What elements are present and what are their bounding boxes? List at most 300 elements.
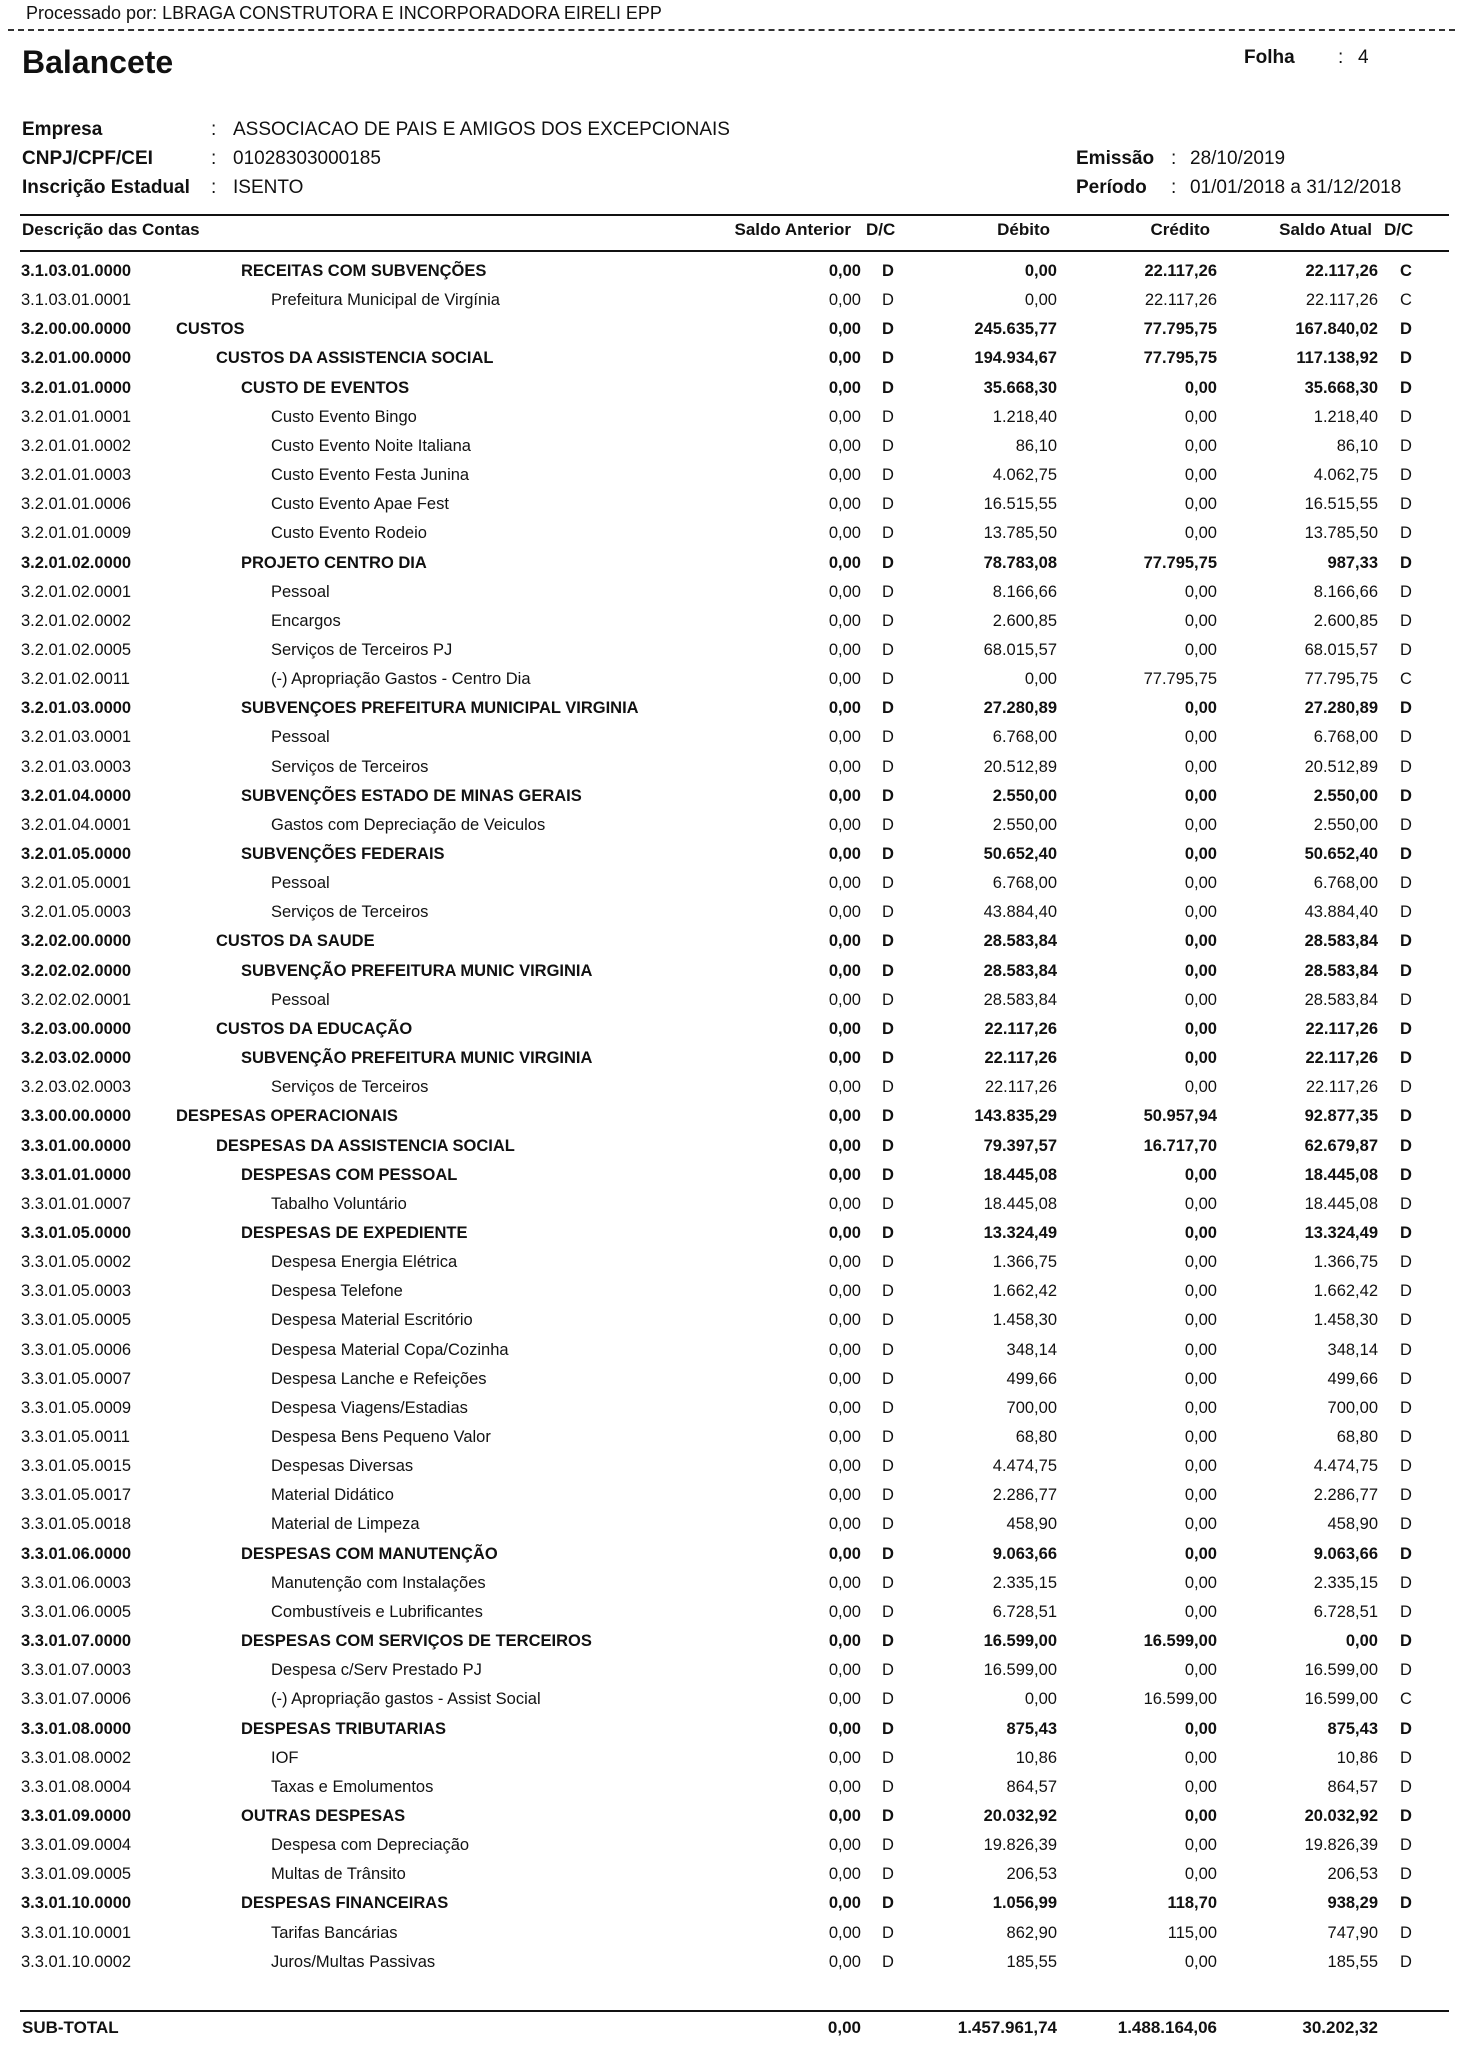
col-dc-2: D/C: [1384, 220, 1414, 239]
dc-atual-cell: D: [1400, 436, 1412, 455]
credito-cell: 0,00: [1184, 1952, 1217, 1971]
debito-cell: 194.934,67: [974, 349, 1057, 368]
credito-cell: 0,00: [1184, 524, 1217, 543]
dc-atual-cell: D: [1400, 1311, 1412, 1330]
credito-cell: 77.795,75: [1143, 670, 1217, 689]
account-code: 3.3.01.07.0000: [21, 1632, 132, 1651]
debito-cell: 68.015,57: [983, 640, 1057, 659]
saldo-atual-cell: 16.515,55: [1304, 495, 1378, 514]
saldo-anterior-cell: 0,00: [828, 1836, 861, 1855]
credito-cell: 0,00: [1184, 1253, 1217, 1272]
saldo-atual-cell: 22.117,26: [1305, 1078, 1378, 1097]
debito-cell: 1.218,40: [992, 407, 1057, 426]
account-description: Custo Evento Noite Italiana: [271, 436, 471, 455]
saldo-anterior-cell: 0,00: [828, 1865, 861, 1884]
dc-anterior-cell: D: [882, 436, 894, 455]
credito-cell: 22.117,26: [1144, 291, 1217, 310]
credito-cell: 0,00: [1184, 728, 1217, 747]
saldo-anterior-cell: 0,00: [828, 1398, 861, 1417]
credito-cell: 0,00: [1184, 1223, 1217, 1242]
dc-anterior-cell: D: [882, 1107, 894, 1126]
saldo-anterior-cell: 0,00: [828, 1457, 861, 1476]
table-row: [0, 1949, 1463, 1978]
saldo-anterior-cell: 0,00: [828, 961, 861, 980]
dc-atual-cell: D: [1400, 903, 1412, 922]
table-row: [0, 841, 1463, 870]
empresa-label: Empresa: [22, 119, 103, 140]
saldo-anterior-cell: 0,00: [828, 1223, 861, 1242]
account-code: 3.2.03.00.0000: [21, 1019, 132, 1038]
col-credito: Crédito: [1150, 220, 1210, 239]
debito-cell: 245.635,77: [974, 320, 1057, 339]
saldo-atual-cell: 987,33: [1327, 553, 1378, 572]
saldo-atual-cell: 86,10: [1336, 436, 1378, 455]
account-description: DESPESAS COM MANUTENÇÃO: [241, 1544, 498, 1563]
dc-anterior-cell: D: [882, 1223, 894, 1242]
debito-cell: 28.583,84: [983, 990, 1057, 1009]
table-row: [0, 1337, 1463, 1366]
account-code: 3.2.01.01.0006: [21, 495, 132, 514]
account-description: Serviços de Terceiros: [271, 757, 429, 776]
table-row: [0, 1745, 1463, 1774]
debito-cell: 143.835,29: [974, 1107, 1057, 1126]
account-description: IOF: [271, 1748, 299, 1767]
emissao-value: 28/10/2019: [1190, 148, 1286, 169]
credito-cell: 0,00: [1184, 1602, 1217, 1621]
cnpj-value: 01028303000185: [233, 148, 381, 169]
emissao-label: Emissão: [1076, 148, 1155, 169]
credito-cell: 0,00: [1184, 1194, 1217, 1213]
account-code: 3.2.01.03.0000: [21, 699, 132, 718]
dc-atual-cell: D: [1400, 1806, 1412, 1825]
account-description: SUBVENÇÃO PREFEITURA MUNIC VIRGINIA: [241, 1049, 593, 1068]
debito-cell: 4.474,75: [992, 1457, 1057, 1476]
table-row: [0, 928, 1463, 957]
dc-anterior-cell: D: [882, 728, 894, 747]
account-code: 3.3.01.05.0017: [21, 1486, 132, 1505]
table-row: [0, 899, 1463, 928]
table-row: [0, 637, 1463, 666]
account-code: 3.3.01.08.0000: [21, 1719, 132, 1738]
dc-atual-cell: D: [1400, 728, 1412, 747]
saldo-atual-cell: 68,80: [1336, 1428, 1378, 1446]
dc-atual-cell: D: [1400, 1661, 1412, 1680]
table-row: [0, 1686, 1463, 1715]
table-row: [0, 1628, 1463, 1657]
saldo-anterior-cell: 0,00: [828, 1661, 861, 1680]
dc-atual-cell: D: [1400, 466, 1412, 485]
debito-cell: 1.366,75: [992, 1253, 1057, 1272]
saldo-atual-cell: 1.662,42: [1313, 1282, 1378, 1301]
credito-cell: 0,00: [1184, 1282, 1217, 1301]
dc-anterior-cell: D: [882, 1836, 894, 1855]
credito-cell: 0,00: [1184, 757, 1217, 776]
account-description: Combustíveis e Lubrificantes: [271, 1602, 483, 1621]
dc-anterior-cell: D: [882, 582, 894, 601]
saldo-atual-cell: 22.117,26: [1305, 1049, 1378, 1068]
account-description: DESPESAS COM PESSOAL: [241, 1165, 458, 1184]
saldo-atual-cell: 16.599,00: [1304, 1661, 1378, 1680]
saldo-atual-cell: 28.583,84: [1304, 932, 1378, 951]
account-code: 3.3.01.06.0003: [21, 1573, 132, 1592]
account-code: 3.3.01.09.0005: [21, 1865, 132, 1884]
table-row: [0, 1366, 1463, 1395]
dc-anterior-cell: D: [882, 990, 894, 1009]
header-rule-top: [20, 214, 1449, 216]
account-description: Taxas e Emolumentos: [271, 1777, 434, 1796]
dc-atual-cell: D: [1400, 1223, 1412, 1242]
credito-cell: 0,00: [1184, 874, 1217, 893]
account-description: Pessoal: [271, 874, 330, 893]
debito-cell: 0,00: [1024, 262, 1057, 280]
dc-anterior-cell: D: [882, 961, 894, 980]
account-code: 3.3.01.01.0007: [21, 1194, 132, 1213]
saldo-atual-cell: 22.117,26: [1305, 291, 1378, 310]
dc-anterior-cell: D: [882, 1428, 894, 1446]
debito-cell: 18.445,08: [983, 1165, 1057, 1184]
table-row: [0, 1424, 1463, 1453]
dc-anterior-cell: D: [882, 786, 894, 805]
dc-atual-cell: D: [1400, 845, 1412, 863]
table-row: [0, 520, 1463, 549]
credito-cell: 0,00: [1184, 1573, 1217, 1592]
dc-atual-cell: D: [1400, 1107, 1412, 1126]
saldo-atual-cell: 1.458,30: [1313, 1311, 1378, 1330]
account-code: 3.2.01.01.0003: [21, 466, 132, 485]
dc-atual-cell: D: [1400, 1194, 1412, 1213]
debito-cell: 79.397,57: [983, 1136, 1057, 1155]
credito-cell: 0,00: [1184, 1165, 1217, 1184]
dc-atual-cell: D: [1400, 1719, 1412, 1738]
emissao-colon: :: [1171, 148, 1177, 169]
credito-cell: 118,70: [1167, 1894, 1217, 1913]
account-code: 3.3.01.08.0004: [21, 1777, 132, 1796]
account-code: 3.3.01.06.0005: [21, 1602, 132, 1621]
saldo-atual-cell: 700,00: [1327, 1398, 1378, 1417]
dc-atual-cell: D: [1400, 553, 1412, 572]
page-title: Balancete: [22, 44, 174, 80]
saldo-atual-cell: 9.063,66: [1313, 1544, 1378, 1563]
dc-anterior-cell: D: [882, 640, 894, 659]
saldo-anterior-cell: 0,00: [828, 845, 861, 863]
account-code: 3.3.01.00.0000: [21, 1136, 132, 1155]
credito-cell: 0,00: [1184, 436, 1217, 455]
table-row: [0, 345, 1463, 374]
account-description: Custo Evento Rodeio: [271, 524, 427, 543]
account-description: OUTRAS DESPESAS: [241, 1806, 406, 1825]
saldo-anterior-cell: 0,00: [828, 1282, 861, 1301]
table-row: [0, 1774, 1463, 1803]
cnpj-colon: :: [211, 148, 217, 169]
credito-cell: 0,00: [1184, 582, 1217, 601]
debito-cell: 6.768,00: [992, 728, 1057, 747]
saldo-atual-cell: 62.679,87: [1304, 1136, 1378, 1155]
account-description: PROJETO CENTRO DIA: [241, 553, 427, 572]
dc-atual-cell: D: [1400, 1398, 1412, 1417]
table-row: [0, 1861, 1463, 1890]
dc-anterior-cell: D: [882, 1369, 894, 1388]
saldo-anterior-cell: 0,00: [828, 1632, 861, 1651]
saldo-anterior-cell: 0,00: [828, 1428, 861, 1446]
dc-anterior-cell: D: [882, 1632, 894, 1651]
saldo-atual-cell: 0,00: [1345, 1632, 1378, 1651]
dc-anterior-cell: D: [882, 1398, 894, 1417]
saldo-anterior-cell: 0,00: [828, 1049, 861, 1068]
saldo-anterior-cell: 0,00: [828, 1311, 861, 1330]
account-code: 3.3.01.07.0003: [21, 1661, 132, 1680]
dc-anterior-cell: D: [882, 1049, 894, 1068]
dc-anterior-cell: D: [882, 291, 894, 310]
col-descricao: Descrição das Contas: [22, 220, 200, 239]
dc-anterior-cell: D: [882, 466, 894, 485]
dc-atual-cell: D: [1400, 320, 1412, 339]
table-row: [0, 1278, 1463, 1307]
account-description: CUSTO DE EVENTOS: [241, 378, 410, 397]
subtotal-debito: 1.457.961,74: [957, 2018, 1057, 2037]
debito-cell: 20.512,89: [983, 757, 1057, 776]
debito-cell: 2.550,00: [992, 786, 1057, 805]
saldo-atual-cell: 13.785,50: [1304, 524, 1378, 543]
table-row: [0, 1716, 1463, 1745]
dc-atual-cell: D: [1400, 1457, 1412, 1476]
credito-cell: 0,00: [1184, 932, 1217, 951]
account-code: 3.3.01.08.0002: [21, 1748, 132, 1767]
account-description: CUSTOS: [176, 320, 245, 339]
saldo-atual-cell: 4.062,75: [1313, 466, 1378, 485]
account-description: Despesa Material Copa/Cozinha: [271, 1340, 509, 1359]
account-description: DESPESAS DE EXPEDIENTE: [241, 1223, 468, 1242]
dc-atual-cell: D: [1400, 582, 1412, 601]
saldo-atual-cell: 206,53: [1327, 1865, 1378, 1884]
account-description: Serviços de Terceiros: [271, 903, 429, 922]
saldo-anterior-cell: 0,00: [828, 1690, 861, 1709]
saldo-anterior-cell: 0,00: [828, 320, 861, 339]
credito-cell: 77.795,75: [1143, 349, 1217, 368]
account-code: 3.3.01.09.0000: [21, 1806, 132, 1825]
saldo-anterior-cell: 0,00: [828, 1486, 861, 1505]
saldo-atual-cell: 68.015,57: [1304, 640, 1378, 659]
saldo-anterior-cell: 0,00: [828, 990, 861, 1009]
debito-cell: 206,53: [1006, 1865, 1057, 1884]
account-description: SUBVENÇOES PREFEITURA MUNICIPAL VIRGINIA: [241, 699, 639, 718]
credito-cell: 0,00: [1184, 1777, 1217, 1796]
debito-cell: 348,14: [1006, 1340, 1057, 1359]
credito-cell: 77.795,75: [1143, 320, 1217, 339]
account-code: 3.2.01.04.0000: [21, 786, 132, 805]
debito-cell: 1.458,30: [992, 1311, 1057, 1330]
credito-cell: 77.795,75: [1143, 553, 1217, 572]
debito-cell: 1.662,42: [992, 1282, 1057, 1301]
dc-atual-cell: D: [1400, 1544, 1412, 1563]
table-row: [0, 1599, 1463, 1628]
account-description: Custo Evento Apae Fest: [271, 495, 449, 514]
table-row: [0, 258, 1463, 287]
account-description: Tabalho Voluntário: [271, 1194, 407, 1213]
saldo-atual-cell: 2.600,85: [1313, 611, 1378, 630]
account-code: 3.3.01.05.0005: [21, 1311, 132, 1330]
dc-anterior-cell: D: [882, 524, 894, 543]
saldo-atual-cell: 864,57: [1327, 1777, 1378, 1796]
dc-atual-cell: D: [1400, 1923, 1412, 1942]
credito-cell: 0,00: [1184, 1311, 1217, 1330]
saldo-anterior-cell: 0,00: [828, 1340, 861, 1359]
account-code: 3.2.01.01.0009: [21, 524, 132, 543]
dc-atual-cell: D: [1400, 495, 1412, 514]
dc-anterior-cell: D: [882, 611, 894, 630]
debito-cell: 2.335,15: [992, 1573, 1057, 1592]
credito-cell: 0,00: [1184, 466, 1217, 485]
account-description: DESPESAS FINANCEIRAS: [241, 1894, 449, 1913]
saldo-atual-cell: 938,29: [1327, 1894, 1378, 1913]
debito-cell: 6.768,00: [992, 874, 1057, 893]
dc-atual-cell: C: [1400, 1690, 1412, 1709]
table-row: [0, 550, 1463, 579]
account-description: Despesa Telefone: [271, 1282, 403, 1301]
table-row: [0, 433, 1463, 462]
account-code: 3.2.00.00.0000: [21, 320, 132, 339]
saldo-anterior-cell: 0,00: [828, 1544, 861, 1563]
dc-anterior-cell: D: [882, 1690, 894, 1709]
dc-atual-cell: D: [1400, 1019, 1412, 1038]
debito-cell: 875,43: [1006, 1719, 1057, 1738]
dc-atual-cell: D: [1400, 1340, 1412, 1359]
saldo-atual-cell: 2.286,77: [1313, 1486, 1378, 1505]
dc-atual-cell: D: [1400, 874, 1412, 893]
account-code: 3.2.02.02.0001: [21, 990, 132, 1009]
dc-anterior-cell: D: [882, 1311, 894, 1330]
credito-cell: 0,00: [1184, 611, 1217, 630]
saldo-anterior-cell: 0,00: [828, 1136, 861, 1155]
saldo-anterior-cell: 0,00: [828, 1107, 861, 1126]
saldo-anterior-cell: 0,00: [828, 611, 861, 630]
credito-cell: 0,00: [1184, 1078, 1217, 1097]
account-code: 3.3.01.01.0000: [21, 1165, 132, 1184]
credito-cell: 16.599,00: [1143, 1632, 1217, 1651]
dc-atual-cell: D: [1400, 1573, 1412, 1592]
table-row: [0, 1657, 1463, 1686]
debito-cell: 28.583,84: [983, 961, 1057, 980]
saldo-anterior-cell: 0,00: [828, 1515, 861, 1534]
account-code: 3.2.01.00.0000: [21, 349, 132, 368]
dc-anterior-cell: D: [882, 1573, 894, 1592]
account-code: 3.3.01.05.0007: [21, 1369, 132, 1388]
account-description: Despesas Diversas: [271, 1457, 414, 1476]
dc-anterior-cell: D: [882, 1544, 894, 1563]
ie-colon: :: [211, 177, 217, 198]
account-code: 3.3.01.05.0003: [21, 1282, 132, 1301]
account-description: (-) Apropriação Gastos - Centro Dia: [271, 670, 531, 689]
dc-atual-cell: D: [1400, 1836, 1412, 1855]
dc-anterior-cell: D: [882, 349, 894, 368]
account-code: 3.3.01.10.0000: [21, 1894, 132, 1913]
debito-cell: 16.599,00: [983, 1632, 1057, 1651]
saldo-atual-cell: 43.884,40: [1304, 903, 1378, 922]
table-row: [0, 1191, 1463, 1220]
account-code: 3.3.01.05.0015: [21, 1457, 132, 1476]
saldo-anterior-cell: 0,00: [828, 1369, 861, 1388]
account-code: 3.2.01.01.0002: [21, 436, 132, 455]
credito-cell: 16.599,00: [1143, 1690, 1217, 1709]
table-row: [0, 608, 1463, 637]
account-description: Despesa Lanche e Refeições: [271, 1369, 487, 1388]
saldo-anterior-cell: 0,00: [828, 582, 861, 601]
account-description: DESPESAS DA ASSISTENCIA SOCIAL: [216, 1136, 515, 1155]
debito-cell: 6.728,51: [992, 1602, 1057, 1621]
account-description: Serviços de Terceiros PJ: [271, 640, 453, 659]
empresa-value: ASSOCIACAO DE PAIS E AMIGOS DOS EXCEPCIONAIS: [233, 119, 730, 140]
dc-anterior-cell: D: [882, 1194, 894, 1213]
saldo-atual-cell: 18.445,08: [1304, 1194, 1378, 1213]
saldo-anterior-cell: 0,00: [828, 903, 861, 922]
folha-colon: :: [1338, 47, 1344, 68]
col-saldo-atual: Saldo Atual: [1279, 220, 1372, 239]
debito-cell: 458,90: [1006, 1515, 1057, 1534]
saldo-anterior-cell: 0,00: [828, 1719, 861, 1738]
account-description: Despesa com Depreciação: [271, 1836, 470, 1855]
dc-anterior-cell: D: [882, 1253, 894, 1272]
table-row: [0, 1133, 1463, 1162]
dc-anterior-cell: D: [882, 553, 894, 572]
account-code: 3.2.01.01.0001: [21, 407, 132, 426]
dc-anterior-cell: D: [882, 1136, 894, 1155]
saldo-anterior-cell: 0,00: [828, 670, 861, 689]
table-row: [0, 1307, 1463, 1336]
table-row: [0, 1803, 1463, 1832]
periodo-label: Período: [1076, 177, 1147, 198]
debito-cell: 8.166,66: [992, 582, 1057, 601]
table-row: [0, 1570, 1463, 1599]
saldo-atual-cell: 458,90: [1327, 1515, 1378, 1534]
header-rule-bottom: [20, 250, 1449, 252]
table-row: [0, 1511, 1463, 1540]
debito-cell: 13.785,50: [983, 524, 1057, 543]
dc-atual-cell: D: [1400, 1894, 1412, 1913]
saldo-atual-cell: 18.445,08: [1304, 1165, 1378, 1184]
dc-anterior-cell: D: [882, 1777, 894, 1796]
subtotal-rule: [20, 2010, 1449, 2012]
dc-anterior-cell: D: [882, 1486, 894, 1505]
saldo-anterior-cell: 0,00: [828, 932, 861, 951]
saldo-anterior-cell: 0,00: [828, 495, 861, 514]
saldo-atual-cell: 4.474,75: [1313, 1457, 1378, 1476]
dc-anterior-cell: D: [882, 1602, 894, 1621]
saldo-atual-cell: 35.668,30: [1304, 378, 1378, 397]
account-code: 3.2.01.02.0011: [21, 670, 130, 689]
saldo-anterior-cell: 0,00: [828, 407, 861, 426]
dc-atual-cell: C: [1400, 670, 1412, 689]
dc-atual-cell: D: [1400, 407, 1412, 426]
dc-anterior-cell: D: [882, 1282, 894, 1301]
credito-cell: 0,00: [1184, 1049, 1217, 1068]
table-row: [0, 812, 1463, 841]
subtotal-label: SUB-TOTAL: [22, 2018, 119, 2037]
account-description: Despesa Material Escritório: [271, 1311, 473, 1330]
debito-cell: 499,66: [1006, 1369, 1057, 1388]
col-debito: Débito: [997, 220, 1050, 239]
dc-anterior-cell: D: [882, 1515, 894, 1534]
account-description: SUBVENÇÕES ESTADO DE MINAS GERAIS: [241, 786, 582, 805]
debito-cell: 43.884,40: [983, 903, 1057, 922]
debito-cell: 1.056,99: [992, 1894, 1057, 1913]
debito-cell: 862,90: [1006, 1923, 1057, 1942]
debito-cell: 2.550,00: [992, 815, 1057, 834]
dc-anterior-cell: D: [882, 670, 894, 689]
credito-cell: 0,00: [1184, 1836, 1217, 1855]
credito-cell: 0,00: [1184, 815, 1217, 834]
debito-cell: 185,55: [1006, 1952, 1057, 1971]
account-description: RECEITAS COM SUBVENÇÕES: [241, 262, 487, 280]
account-description: CUSTOS DA EDUCAÇÃO: [216, 1019, 413, 1038]
